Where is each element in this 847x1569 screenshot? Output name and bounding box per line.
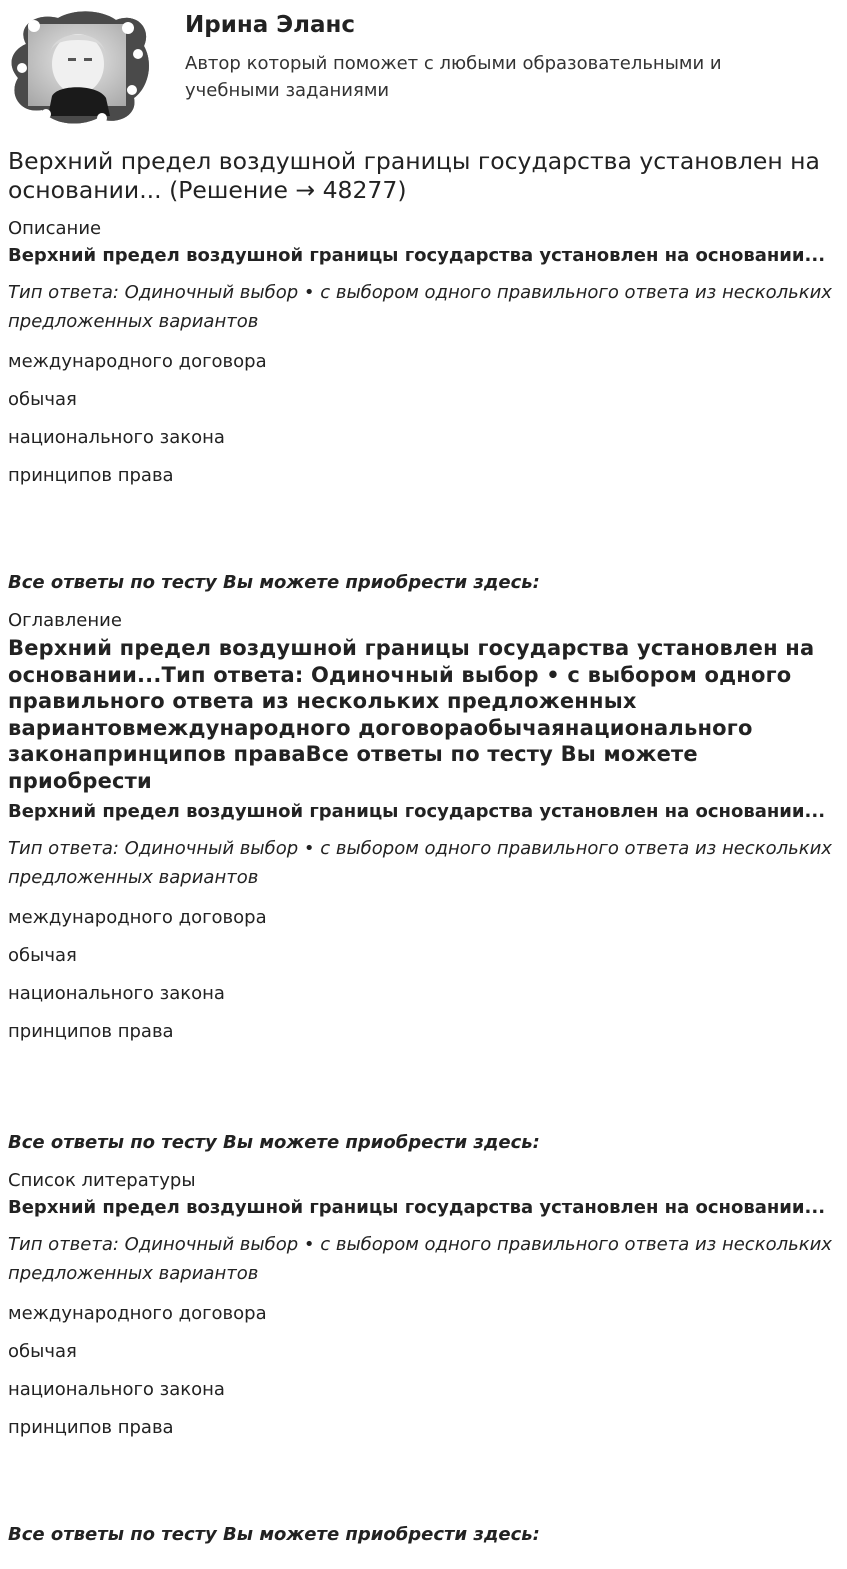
option-item: международного договора [8,1303,267,1324]
toc-section [8,609,838,1153]
answer-type: Тип ответа: Одиночный выбор • с выбором одного правильного ответа из нескольких предложенных вариантов [8,1234,832,1284]
buy-link[interactable]: Все ответы по тесту Вы можете приобрести здесь: [8,1524,540,1545]
buy-link[interactable]: Все ответы по тесту Вы можете приобрести здесь: [8,572,540,593]
section-label: Оглавление [8,610,122,631]
option-item: обычая [8,389,77,410]
answer-type: Тип ответа: Одиночный выбор • с выбором одного правильного ответа из нескольких предложенных вариантов [8,838,832,888]
option-item: принципов права [8,1021,174,1042]
toc-title: Верхний предел воздушной границы государства установлен на основании...Тип ответа: Одиночный выбор • с выбором одного правильного ответа из нескольких предложенных вариантовмеждународного договораобычаянационального законапринципов праваВсе ответы по тесту Вы можете приобрести [8,636,815,793]
question-text: Верхний предел воздушной границы государства установлен на основании... [8,245,826,266]
question-text: Верхний предел воздушной границы государства установлен на основании... [8,1197,826,1218]
literature-section [8,1169,838,1545]
question-text: Верхний предел воздушной границы государства установлен на основании... [8,801,826,822]
option-item: обычая [8,1341,77,1362]
section-label: Список литературы [8,1170,196,1191]
author-name[interactable]: Ирина Эланс [185,12,356,38]
author-description: Автор который поможет с любыми образовательными и учебными заданиями [185,53,722,101]
author-avatar [6,6,152,126]
page-title: Верхний предел воздушной границы государства установлен на основании... (Решение → 48277) [8,147,820,204]
option-item: принципов права [8,1417,174,1438]
option-item: международного договора [8,907,267,928]
option-item: национального закона [8,1379,225,1400]
option-item: обычая [8,945,77,966]
section-label: Описание [8,218,102,239]
option-item: международного договора [8,351,267,372]
buy-link[interactable]: Все ответы по тесту Вы можете приобрести здесь: [8,1132,540,1153]
option-item: национального закона [8,983,225,1004]
description-section [8,217,838,593]
option-item: принципов права [8,465,174,486]
option-item: национального закона [8,427,225,448]
answer-type: Тип ответа: Одиночный выбор • с выбором одного правильного ответа из нескольких предложенных вариантов [8,282,832,332]
author-header [0,0,847,140]
